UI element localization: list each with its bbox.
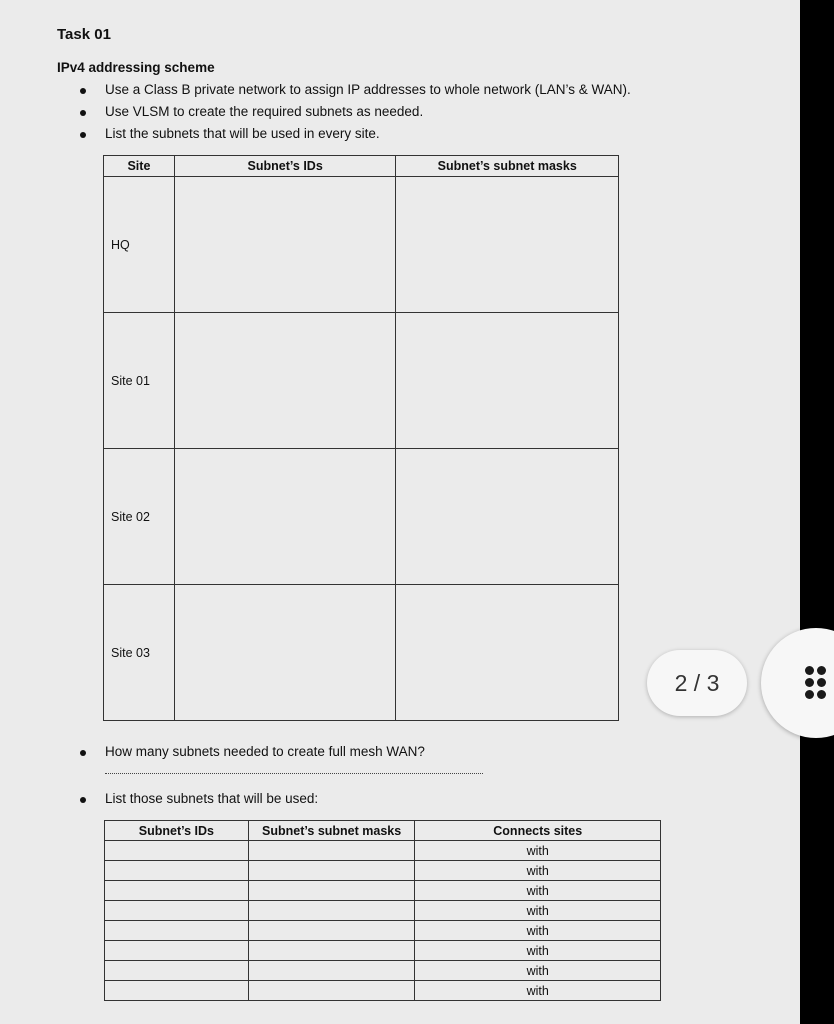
bullet-icon — [80, 88, 86, 94]
column-header: Subnet’s IDs — [174, 156, 396, 177]
table-row — [104, 449, 619, 585]
subnet-id-cell — [105, 901, 249, 921]
table-row — [105, 861, 661, 881]
bullet-icon — [80, 797, 86, 803]
question-text: How many subnets needed to create full mesh WAN? — [105, 744, 425, 759]
site-cell: HQ — [104, 177, 175, 313]
subnet-mask-cell — [248, 961, 415, 981]
connects-sites-cell: with — [415, 941, 661, 961]
connects-sites-cell: with — [415, 921, 661, 941]
site-cell: Site 01 — [104, 313, 175, 449]
column-header: Site — [104, 156, 175, 177]
connects-sites-cell: with — [415, 961, 661, 981]
subnet-mask-cell — [396, 177, 619, 313]
subnet-id-cell — [105, 861, 249, 881]
connects-sites-cell: with — [415, 901, 661, 921]
subnet-mask-cell — [396, 585, 619, 721]
table-row — [104, 313, 619, 449]
table-row — [105, 941, 661, 961]
column-header: Connects sites — [415, 821, 661, 841]
subnet-id-cell — [174, 585, 396, 721]
subnet-mask-cell — [248, 841, 415, 861]
page-title: Task 01 — [57, 26, 111, 43]
bullet-icon — [80, 110, 86, 116]
page-indicator[interactable]: 2 / 3 — [647, 650, 747, 716]
document-page: Task 01 IPv4 addressing scheme Use a Class B private network to assign IP addresses to whole network (LAN’s & WAN). Use VLSM to create the required subnets as needed. List the subnets that will be used in every site. Site Subnet’s IDs Subnet’s subnet masks HQ Site 01 Site 02 Site 03 How many subnets needed to create full mesh WAN? List those subnets that will be used: Subnet’s IDs Subnet’s subnet masks Connects sites with with with with with with with with — [0, 0, 800, 1024]
subnet-mask-cell — [396, 449, 619, 585]
table-row — [104, 177, 619, 313]
bullet-icon — [80, 750, 86, 756]
connects-sites-cell: with — [415, 981, 661, 1001]
connects-sites-cell: with — [415, 841, 661, 861]
table-header-row — [105, 821, 661, 841]
subnet-id-cell — [174, 177, 396, 313]
column-header: Subnet’s subnet masks — [248, 821, 415, 841]
column-header: Subnet’s IDs — [105, 821, 249, 841]
site-cell: Site 03 — [104, 585, 175, 721]
site-subnet-table — [103, 155, 619, 721]
site-cell: Site 02 — [104, 449, 175, 585]
answer-line — [105, 773, 483, 774]
subnet-mask-cell — [248, 861, 415, 881]
subnet-id-cell — [105, 881, 249, 901]
connects-sites-cell: with — [415, 861, 661, 881]
subnet-id-cell — [105, 961, 249, 981]
list-prompt: List those subnets that will be used: — [105, 791, 319, 806]
table-row — [104, 585, 619, 721]
table-row — [105, 841, 661, 861]
subnet-id-cell — [174, 313, 396, 449]
subnet-mask-cell — [248, 901, 415, 921]
table-row — [105, 981, 661, 1001]
subnet-mask-cell — [248, 881, 415, 901]
table-row — [105, 961, 661, 981]
subnet-mask-cell — [248, 941, 415, 961]
connects-sites-cell: with — [415, 881, 661, 901]
table-row — [105, 881, 661, 901]
section-subtitle: IPv4 addressing scheme — [57, 60, 215, 75]
table-header-row — [104, 156, 619, 177]
subnet-id-cell — [105, 981, 249, 1001]
table-row — [105, 921, 661, 941]
wan-subnet-table — [104, 820, 661, 1001]
subnet-id-cell — [105, 921, 249, 941]
subnet-id-cell — [174, 449, 396, 585]
subnet-id-cell — [105, 841, 249, 861]
bullet-icon — [80, 132, 86, 138]
table-row — [105, 901, 661, 921]
subnet-mask-cell — [396, 313, 619, 449]
subnet-mask-cell — [248, 981, 415, 1001]
column-header: Subnet’s subnet masks — [396, 156, 619, 177]
subnet-mask-cell — [248, 921, 415, 941]
subnet-id-cell — [105, 941, 249, 961]
